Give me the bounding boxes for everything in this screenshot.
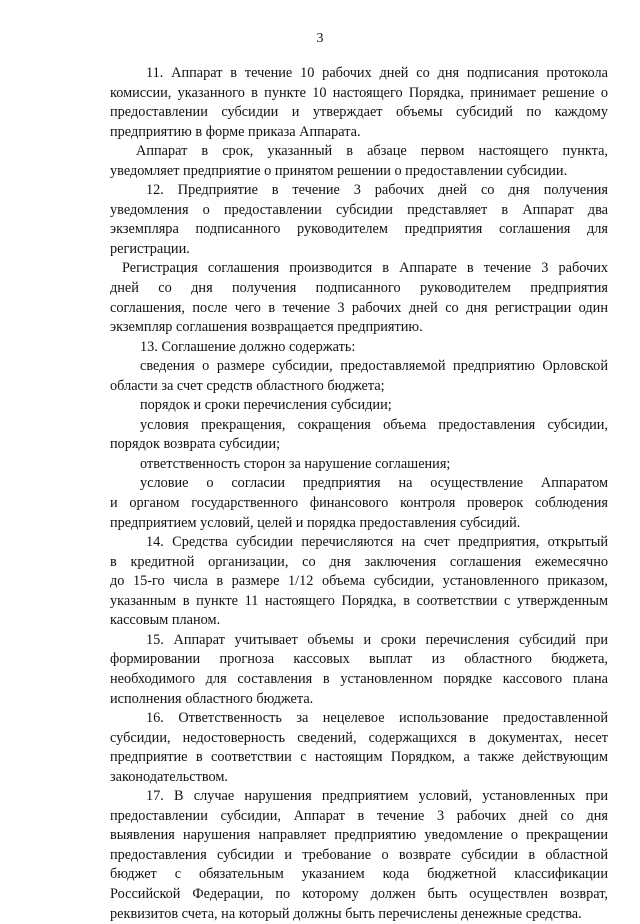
text-line: 16. Ответственность за нецелевое использование предоставленной [146,710,608,727]
text-line: регистрации. [110,240,190,257]
text-line: условие о согласии предприятия на осуществление Аппаратом [140,475,608,492]
text-line: до 15-го числа в размере 1/12 объема субсидии, установленного приказом, [110,573,608,590]
text-line: предоставлении субсидии и утверждает объемы субсидий по каждому [110,104,608,121]
page-number: 3 [316,31,324,46]
text-line: субсидии, недостоверность сведений, содержащихся в документах, несет [110,729,608,746]
text-line: комиссии, указанного в пункте 10 настоящего Порядка, принимает решение о [110,84,608,101]
text-line: в кредитной организации, со дня заключения соглашения ежемесячно [110,553,608,570]
text-line: 17. В случае нарушения предприятием условий, установленных при [146,788,608,805]
text-line: исполнения областного бюджета. [110,690,314,707]
text-line: формировании прогноза кассовых выплат из областного бюджета, [110,651,608,668]
text-line: предоставления субсидии и требование о возврате субсидии в областной [110,846,608,863]
text-line: Аппарат в срок, указанный в абзаце первом настоящего пункта, [136,143,608,160]
text-line: 14. Средства субсидии перечисляются на счет предприятия, открытый [146,534,608,551]
text-line: предоставлении субсидии, Аппарат в течение 3 рабочих дней со дня [110,807,608,824]
text-line: законодательством. [110,768,228,785]
text-line: 11. Аппарат в течение 10 рабочих дней со дня подписания протокола [146,65,608,81]
text-line: Российской Федерации, по которому должен быть осуществлен возврат, [110,885,608,902]
text-line: и органом государственного финансового контроля проверок соблюдения [110,495,608,512]
text-line: дней со дня получения подписанного руководителем предприятия [110,280,608,297]
text-line: области за счет средств областного бюджета; [110,377,385,394]
text-line: порядок и сроки перечисления субсидии; [140,397,392,414]
text-line: уведомления о предоставлении субсидии представляет в Аппарат два [110,201,608,218]
text-line: условия прекращения, сокращения объема предоставления субсидии, [140,416,608,433]
text-line: экземпляр соглашения возвращается предприятию. [110,319,423,336]
text-line: бюджет с обязательным указанием кода бюджетной классификации [110,866,608,883]
text-line: соглашения, после чего в течение 3 рабочих дней со дня регистрации один [110,299,608,316]
text-line: 12. Предприятие в течение 3 рабочих дней со дня получения [146,182,608,199]
text-line: 13. Соглашение должно содержать: [140,338,356,355]
text-line: предприятием условий, целей и порядка предоставления субсидий. [110,514,521,531]
text-line: предприятие в соответствии с настоящим Порядком, а также действующим [110,749,608,766]
text-line: экземпляра подписанного руководителем предприятия соглашения для [110,221,608,238]
text-line: предприятию в форме приказа Аппарата. [110,123,361,140]
text-line: указанным в пункте 11 настоящего Порядка, в соответствии с утвержденным [110,592,608,609]
text-line: выявления нарушения направляет предприятию уведомление о прекращении [110,827,608,844]
document-body [110,64,608,924]
text-line: сведения о размере субсидии, предоставляемой предприятию Орловской [140,358,608,375]
text-line: 15. Аппарат учитывает объемы и сроки перечисления субсидий при [146,631,608,648]
text-line: порядок возврата субсидии; [110,436,281,453]
text-line: Регистрация соглашения производится в Аппарате в течение 3 рабочих [122,260,608,277]
text-line: необходимого для составления в установленном порядке кассового плана [110,670,608,687]
text-line: реквизитов счета, на который должны быть перечислены денежные средства. [110,905,582,922]
text-line: ответственность сторон за нарушение соглашения; [140,455,451,472]
text-line: кассовым планом. [110,612,221,629]
text-line: уведомляет предприятие о принятом решении о предоставлении субсидии. [110,162,568,179]
